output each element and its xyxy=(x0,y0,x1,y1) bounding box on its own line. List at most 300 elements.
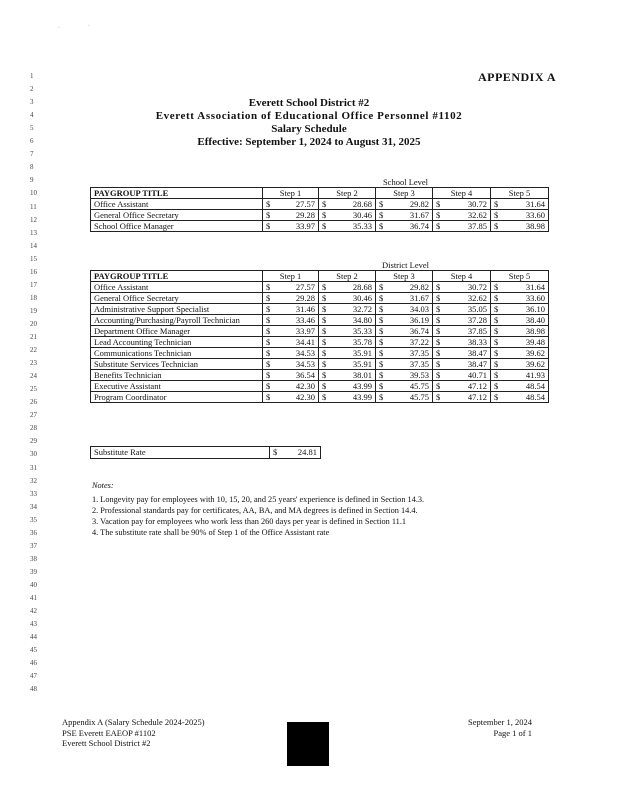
step-rate xyxy=(376,370,433,381)
rate-value: 37.35 xyxy=(409,359,429,369)
currency-sign: $ xyxy=(379,392,384,402)
step-rate xyxy=(433,392,491,403)
currency-sign: $ xyxy=(494,381,499,391)
line-number: 18 xyxy=(30,293,37,302)
rate-value: 35.78 xyxy=(352,337,372,347)
line-number: 36 xyxy=(30,528,37,537)
rate-value: 37.35 xyxy=(409,348,429,358)
currency-sign: $ xyxy=(322,199,327,209)
level-row xyxy=(91,177,549,188)
step-rate xyxy=(263,221,319,232)
table-row xyxy=(91,210,549,221)
currency-sign: $ xyxy=(379,315,384,325)
footer-line: Everett School District #2 xyxy=(62,738,151,748)
step-rate xyxy=(263,282,319,293)
line-number: 27 xyxy=(30,411,37,420)
paygroup-header: PAYGROUP TITLE xyxy=(91,188,263,199)
rate-value: 34.41 xyxy=(295,337,315,347)
line-number: 24 xyxy=(30,372,37,381)
step-rate xyxy=(376,199,433,210)
currency-sign: $ xyxy=(379,370,384,380)
table-row xyxy=(91,199,549,210)
rate-value: 38.01 xyxy=(352,370,372,380)
currency-sign: $ xyxy=(494,210,499,220)
step-rate xyxy=(491,326,549,337)
step-rate xyxy=(263,370,319,381)
scan-speck: · xyxy=(88,23,90,29)
line-number: 3 xyxy=(30,98,34,107)
currency-sign: $ xyxy=(266,221,271,231)
currency-sign: $ xyxy=(494,221,499,231)
step-rate xyxy=(263,326,319,337)
currency-sign: $ xyxy=(266,199,271,209)
step-header: Step 5 xyxy=(491,188,549,199)
step-rate xyxy=(319,392,376,403)
paygroup-title: Department Office Manager xyxy=(91,326,263,337)
step-rate xyxy=(319,315,376,326)
currency-sign: $ xyxy=(266,348,271,358)
line-number: 11 xyxy=(30,202,37,211)
line-number: 5 xyxy=(30,124,34,133)
footer-line: Appendix A (Salary Schedule 2024-2025) xyxy=(62,717,205,727)
note-item: 3. Vacation pay for employees who work less than 260 days per year is defined in Section 11.1 xyxy=(92,517,407,526)
rate-value: 31.46 xyxy=(295,304,315,314)
currency-sign: $ xyxy=(494,348,499,358)
currency-sign: $ xyxy=(436,392,441,402)
rate-value: 33.60 xyxy=(525,293,546,303)
currency-sign: $ xyxy=(379,210,384,220)
currency-sign: $ xyxy=(266,293,271,303)
step-rate xyxy=(376,392,433,403)
rate-value: 38.33 xyxy=(467,337,487,347)
school-level-table xyxy=(90,177,549,232)
step-header: Step 1 xyxy=(263,271,319,282)
paygroup-header: PAYGROUP TITLE xyxy=(91,271,263,282)
step-rate xyxy=(433,370,491,381)
rate-value: 45.75 xyxy=(409,392,429,402)
currency-sign: $ xyxy=(494,199,499,209)
paygroup-title: Benefits Technician xyxy=(91,370,263,381)
table-row xyxy=(91,304,549,315)
title-district: Everett School District #2 xyxy=(248,97,370,109)
currency-sign: $ xyxy=(494,315,499,325)
rate-value: 39.53 xyxy=(409,370,429,380)
line-number: 31 xyxy=(30,463,37,472)
rate-value: 40.71 xyxy=(467,370,487,380)
rate-value: 30.46 xyxy=(352,293,372,303)
rate-value: 31.64 xyxy=(525,199,545,209)
line-number: 16 xyxy=(30,267,37,276)
scan-speck: · xyxy=(58,25,60,31)
rate-value: 39.62 xyxy=(525,359,546,369)
document-title xyxy=(0,97,618,149)
rate-value: 33.60 xyxy=(525,210,545,220)
currency-sign: $ xyxy=(494,370,499,380)
paygroup-title: Lead Accounting Technician xyxy=(91,337,263,348)
currency-sign: $ xyxy=(436,304,441,314)
currency-sign: $ xyxy=(379,381,384,391)
title-association: Everett Association of Educational Office Personnel #1102 xyxy=(155,110,463,122)
paygroup-title: General Office Secretary xyxy=(91,293,263,304)
rate-value: 45.75 xyxy=(409,381,429,391)
step-rate xyxy=(263,293,319,304)
rate-value: 33.46 xyxy=(295,315,315,325)
currency-sign: $ xyxy=(494,326,499,336)
step-rate xyxy=(433,326,491,337)
rate-value: 36.54 xyxy=(295,370,315,380)
line-number: 47 xyxy=(30,672,37,681)
step-rate xyxy=(491,392,549,403)
currency-sign: $ xyxy=(266,304,271,314)
title-effective: Effective: September 1, 2024 to August 31, 2025 xyxy=(197,136,421,148)
step-rate xyxy=(263,337,319,348)
step-rate xyxy=(263,392,319,403)
step-rate xyxy=(263,304,319,315)
rate-value: 35.05 xyxy=(467,304,487,314)
step-rate xyxy=(376,304,433,315)
currency-sign: $ xyxy=(379,293,384,303)
currency-sign: $ xyxy=(266,326,271,336)
substitute-rate-amount: 24.81 xyxy=(297,447,317,457)
rate-value: 39.62 xyxy=(525,348,546,358)
line-number: 48 xyxy=(30,685,37,694)
line-number: 44 xyxy=(30,633,37,642)
step-rate xyxy=(376,210,433,221)
line-number: 6 xyxy=(30,137,34,146)
step-rate xyxy=(319,359,376,370)
rate-value: 36.19 xyxy=(409,315,429,325)
step-rate xyxy=(263,315,319,326)
currency-sign: $ xyxy=(322,293,327,303)
step-rate xyxy=(491,304,549,315)
currency-sign: $ xyxy=(494,337,499,347)
step-rate xyxy=(491,359,549,370)
table-row xyxy=(91,221,549,232)
step-rate xyxy=(319,293,376,304)
currency-sign: $ xyxy=(266,315,271,325)
table-row xyxy=(91,337,549,348)
table-row xyxy=(91,370,549,381)
currency-sign: $ xyxy=(266,282,271,292)
table-row xyxy=(91,326,549,337)
line-number: 38 xyxy=(30,554,37,563)
currency-sign: $ xyxy=(266,210,271,220)
rate-value: 42.30 xyxy=(295,381,315,391)
currency-sign: $ xyxy=(266,337,271,347)
step-rate xyxy=(376,315,433,326)
rate-value: 38.47 xyxy=(467,348,487,358)
step-rate xyxy=(263,210,319,221)
level-row xyxy=(91,260,549,271)
footer-right xyxy=(468,717,532,738)
step-rate xyxy=(376,337,433,348)
currency-sign: $ xyxy=(322,381,327,391)
step-rate xyxy=(433,359,491,370)
header-row xyxy=(91,188,549,199)
step-rate xyxy=(491,337,549,348)
line-number: 42 xyxy=(30,607,37,616)
rate-value: 29.28 xyxy=(295,210,315,220)
line-number: 25 xyxy=(30,385,37,394)
footer-left xyxy=(62,717,205,749)
rate-value: 34.80 xyxy=(352,315,372,325)
table-row xyxy=(91,381,549,392)
line-number: 28 xyxy=(30,424,37,433)
step-rate xyxy=(491,210,549,221)
rate-value: 41.93 xyxy=(525,370,546,380)
table-row xyxy=(91,348,549,359)
step-rate xyxy=(491,221,549,232)
rate-value: 35.91 xyxy=(352,359,372,369)
rate-value: 32.62 xyxy=(467,293,487,303)
rate-value: 35.33 xyxy=(352,326,372,336)
currency-sign: $ xyxy=(494,293,499,303)
currency-sign: $ xyxy=(379,282,384,292)
currency-sign: $ xyxy=(436,348,441,358)
line-number: 8 xyxy=(30,163,34,172)
step-rate xyxy=(319,210,376,221)
rate-value: 27.57 xyxy=(295,282,315,292)
rate-value: 38.98 xyxy=(525,326,546,336)
step-rate xyxy=(319,199,376,210)
step-header: Step 1 xyxy=(263,188,319,199)
level-label: School Level xyxy=(382,177,429,187)
currency-sign: $ xyxy=(322,221,327,231)
step-rate xyxy=(263,359,319,370)
currency-sign: $ xyxy=(379,337,384,347)
step-rate xyxy=(319,370,376,381)
step-rate xyxy=(263,381,319,392)
currency-sign: $ xyxy=(494,282,499,292)
line-number: 10 xyxy=(30,189,37,198)
line-number: 33 xyxy=(30,489,37,498)
rate-value: 30.72 xyxy=(467,282,487,292)
step-rate xyxy=(376,326,433,337)
line-number: 15 xyxy=(30,254,37,263)
currency-sign: $ xyxy=(379,221,384,231)
paygroup-title: Substitute Services Technician xyxy=(91,359,263,370)
line-number: 45 xyxy=(30,646,37,655)
line-number: 29 xyxy=(30,437,37,446)
header-row xyxy=(91,271,549,282)
currency-sign: $ xyxy=(436,221,441,231)
paygroup-title: Office Assistant xyxy=(91,282,263,293)
line-number: 7 xyxy=(30,150,34,159)
step-rate xyxy=(433,199,491,210)
currency-sign: $ xyxy=(266,370,271,380)
currency-sign: $ xyxy=(436,370,441,380)
currency-sign: $ xyxy=(322,282,327,292)
step-header: Step 2 xyxy=(319,271,376,282)
currency-sign: $ xyxy=(379,304,384,314)
line-number: 43 xyxy=(30,620,37,629)
rate-value: 43.99 xyxy=(352,392,372,402)
rate-value: 38.40 xyxy=(525,315,546,325)
notes-heading: Notes: xyxy=(92,481,114,490)
currency-sign: $ xyxy=(494,392,499,402)
rate-value: 38.98 xyxy=(525,221,545,231)
currency-sign: $ xyxy=(322,392,327,402)
line-number: 26 xyxy=(30,398,37,407)
paygroup-title: Accounting/Purchasing/Payroll Technician xyxy=(91,315,263,326)
step-rate xyxy=(376,348,433,359)
substitute-rate-label: Substitute Rate xyxy=(91,447,270,459)
table-row xyxy=(91,315,549,326)
currency-sign: $ xyxy=(436,337,441,347)
line-number: 39 xyxy=(30,567,37,576)
rate-value: 47.12 xyxy=(467,392,487,402)
line-number: 22 xyxy=(30,346,37,355)
step-rate xyxy=(491,282,549,293)
footer-line: PSE Everett EAEOP #1102 xyxy=(62,727,156,738)
step-rate xyxy=(319,348,376,359)
rate-value: 31.67 xyxy=(409,293,429,303)
step-rate xyxy=(319,221,376,232)
line-number: 14 xyxy=(30,241,37,250)
currency-sign: $ xyxy=(379,348,384,358)
step-rate xyxy=(263,348,319,359)
rate-value: 37.85 xyxy=(467,221,487,231)
currency-sign: $ xyxy=(322,315,327,325)
rate-value: 35.33 xyxy=(352,221,372,231)
step-header: Step 3 xyxy=(376,271,433,282)
currency-sign: $ xyxy=(436,326,441,336)
currency-sign: $ xyxy=(322,370,327,380)
rate-value: 34.53 xyxy=(295,348,315,358)
rate-value: 34.03 xyxy=(409,304,429,314)
line-number: 46 xyxy=(30,659,37,668)
line-number: 12 xyxy=(30,215,37,224)
currency-sign: $ xyxy=(266,381,271,391)
rate-value: 30.72 xyxy=(467,199,487,209)
currency-sign: $ xyxy=(494,359,499,369)
line-number: 2 xyxy=(30,85,34,94)
rate-value: 33.97 xyxy=(295,326,315,336)
line-number: 35 xyxy=(30,515,37,524)
redaction-box xyxy=(287,722,329,766)
step-header: Step 2 xyxy=(319,188,376,199)
step-rate xyxy=(433,337,491,348)
currency-sign: $ xyxy=(379,359,384,369)
line-number: 1 xyxy=(30,72,34,80)
paygroup-title: General Office Secretary xyxy=(91,210,263,221)
paygroup-title: Program Coordinator xyxy=(91,392,263,403)
line-number: 40 xyxy=(30,580,37,589)
rate-value: 32.62 xyxy=(467,210,487,220)
level-label: District Level xyxy=(382,260,429,270)
rate-value: 47.12 xyxy=(467,381,487,391)
paygroup-title: Administrative Support Specialist xyxy=(91,304,263,315)
currency-sign: $ xyxy=(266,392,271,402)
currency-sign: $ xyxy=(436,381,441,391)
line-number: 32 xyxy=(30,476,37,485)
currency-sign: $ xyxy=(379,199,384,209)
rate-value: 29.82 xyxy=(409,199,429,209)
rate-value: 29.82 xyxy=(409,282,429,292)
rate-value: 31.67 xyxy=(409,210,429,220)
currency-sign: $ xyxy=(322,359,327,369)
step-rate xyxy=(433,210,491,221)
currency-sign: $ xyxy=(273,447,278,457)
currency-sign: $ xyxy=(436,199,441,209)
footer-date: September 1, 2024 xyxy=(468,717,532,727)
paygroup-title: School Office Manager xyxy=(91,221,263,232)
rate-value: 37.85 xyxy=(467,326,487,336)
rate-value: 34.53 xyxy=(295,359,315,369)
rate-value: 29.28 xyxy=(295,293,315,303)
step-rate xyxy=(376,282,433,293)
table-row xyxy=(91,293,549,304)
step-rate xyxy=(433,304,491,315)
line-number: 13 xyxy=(30,228,37,237)
line-number: 19 xyxy=(30,306,37,315)
currency-sign: $ xyxy=(322,210,327,220)
step-rate xyxy=(491,348,549,359)
step-rate xyxy=(491,315,549,326)
rate-value: 31.64 xyxy=(525,282,546,292)
rate-value: 32.72 xyxy=(352,304,372,314)
line-number: 17 xyxy=(30,280,37,289)
step-rate xyxy=(319,326,376,337)
substitute-rate-value xyxy=(270,447,321,459)
rate-value: 30.46 xyxy=(352,210,372,220)
step-rate xyxy=(319,304,376,315)
step-header: Step 4 xyxy=(433,271,491,282)
rate-value: 37.28 xyxy=(467,315,487,325)
table-row xyxy=(91,282,549,293)
step-rate xyxy=(433,348,491,359)
footer-page: Page 1 of 1 xyxy=(493,727,532,738)
note-item: 1. Longevity pay for employees with 10, 15, 20, and 25 years' experience is defined in Section 14.3. xyxy=(92,495,425,504)
paygroup-title: Office Assistant xyxy=(91,199,263,210)
line-number: 4 xyxy=(30,111,34,120)
currency-sign: $ xyxy=(436,359,441,369)
rate-value: 28.68 xyxy=(352,282,372,292)
rate-value: 48.54 xyxy=(525,392,546,402)
step-rate xyxy=(319,282,376,293)
currency-sign: $ xyxy=(494,304,499,314)
step-rate xyxy=(376,359,433,370)
step-rate xyxy=(263,199,319,210)
line-number: 21 xyxy=(30,333,37,341)
rate-value: 28.68 xyxy=(352,199,372,209)
line-number: 34 xyxy=(30,502,37,511)
step-rate xyxy=(376,221,433,232)
substitute-rate-table xyxy=(90,446,321,459)
notes-section xyxy=(92,480,424,538)
step-rate xyxy=(376,381,433,392)
currency-sign: $ xyxy=(436,315,441,325)
currency-sign: $ xyxy=(266,359,271,369)
step-header: Step 5 xyxy=(491,271,549,282)
step-header: Step 4 xyxy=(433,188,491,199)
table-row xyxy=(91,359,549,370)
rate-value: 39.48 xyxy=(525,337,546,347)
line-number: 37 xyxy=(30,541,37,550)
table-row xyxy=(91,392,549,403)
appendix-label: APPENDIX A xyxy=(477,70,556,84)
rate-value: 36.74 xyxy=(409,221,429,231)
step-rate xyxy=(433,381,491,392)
district-level-table xyxy=(90,260,549,403)
line-number: 30 xyxy=(30,450,37,459)
step-header: Step 3 xyxy=(376,188,433,199)
rate-value: 36.10 xyxy=(525,304,546,314)
rate-value: 37.22 xyxy=(409,337,429,347)
currency-sign: $ xyxy=(322,348,327,358)
note-item: 2. Professional standards pay for certificates, AA, BA, and MA degrees is defined in Section 14.4. xyxy=(92,506,418,515)
currency-sign: $ xyxy=(436,210,441,220)
